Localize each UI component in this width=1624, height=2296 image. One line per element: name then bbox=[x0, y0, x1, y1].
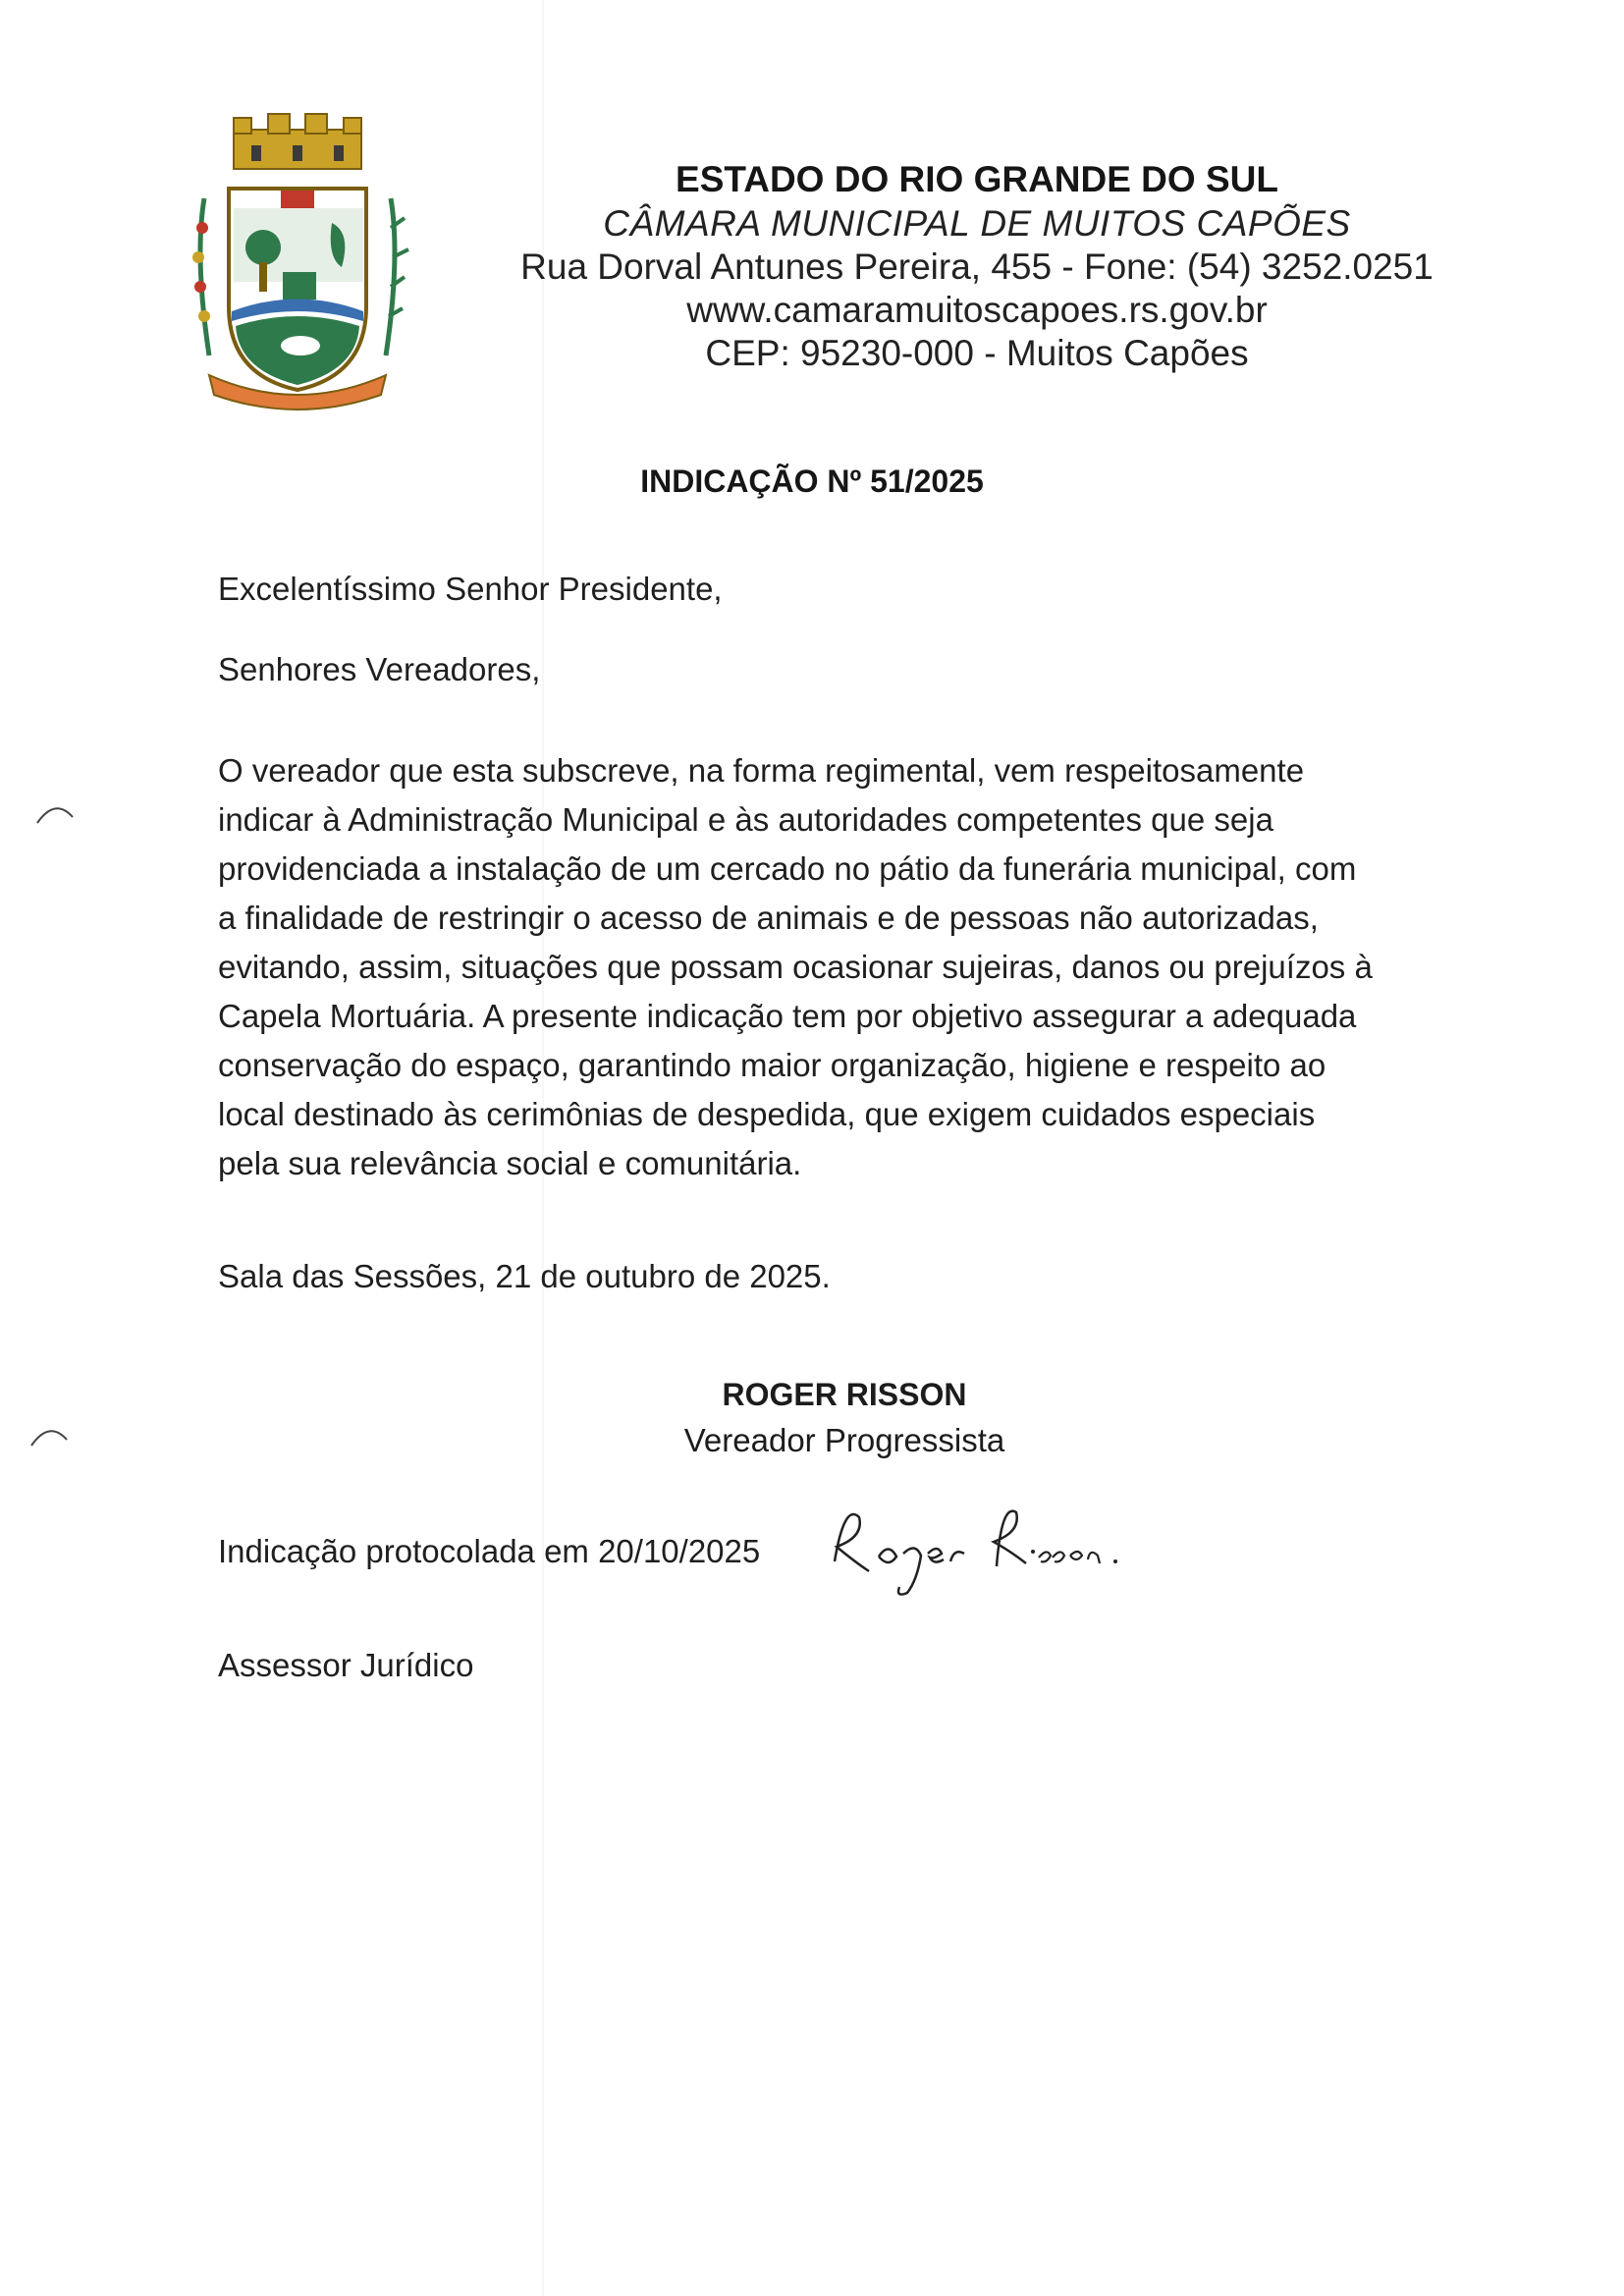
closing-line: Sala das Sessões, 21 de outubro de 2025. bbox=[218, 1258, 831, 1294]
document-title: INDICAÇÃO Nº 51/2025 bbox=[640, 464, 984, 499]
body-line: local destinado às cerimônias de despedida, que exigem cuidados especiais bbox=[218, 1096, 1316, 1132]
signer-name: ROGER RISSON bbox=[722, 1377, 967, 1412]
body-line: O vereador que esta subscreve, na forma regimental, vem respeitosamente bbox=[218, 752, 1305, 789]
state-name: ESTADO DO RIO GRANDE DO SUL bbox=[676, 159, 1278, 199]
punch-hole-icon bbox=[33, 803, 77, 825]
handwritten-signature-icon bbox=[825, 1493, 1149, 1601]
website: www.camaramuitoscapoes.rs.gov.br bbox=[686, 290, 1268, 330]
body-line: a finalidade de restringir o acesso de animais e de pessoas não autorizadas, bbox=[218, 900, 1319, 936]
body-line: pela sua relevância social e comunitária. bbox=[218, 1145, 802, 1181]
signer-role: Vereador Progressista bbox=[683, 1422, 1005, 1458]
signer-block bbox=[550, 1373, 1139, 1465]
body-line: providenciada a instalação de um cercado no pátio da funerária municipal, com bbox=[218, 850, 1357, 887]
salutation-president: Excelentíssimo Senhor Presidente, bbox=[218, 571, 723, 607]
letterhead bbox=[471, 157, 1483, 375]
protocol-line: Indicação protocolada em 20/10/2025 bbox=[218, 1533, 761, 1569]
body-paragraph bbox=[218, 746, 1426, 1188]
address-phone: Rua Dorval Antunes Pereira, 455 - Fone: (54) 3252.0251 bbox=[520, 246, 1434, 287]
body-line: indicar à Administração Municipal e às autoridades competentes que seja bbox=[218, 801, 1273, 838]
punch-hole-icon bbox=[27, 1426, 71, 1448]
coat-of-arms-icon bbox=[175, 110, 420, 424]
body-line: evitando, assim, situações que possam ocasionar sujeiras, danos ou prejuízos à bbox=[218, 949, 1373, 985]
chamber-name: CÂMARA MUNICIPAL DE MUITOS CAPÕES bbox=[603, 203, 1351, 244]
body-line: conservação do espaço, garantindo maior organização, higiene e respeito ao bbox=[218, 1047, 1326, 1083]
salutation-councilors: Senhores Vereadores, bbox=[218, 651, 541, 687]
postal-code: CEP: 95230-000 - Muitos Capões bbox=[705, 333, 1249, 373]
legal-advisor-line: Assessor Jurídico bbox=[218, 1647, 474, 1683]
body-line: Capela Mortuária. A presente indicação tem por objetivo assegurar a adequada bbox=[218, 998, 1357, 1034]
